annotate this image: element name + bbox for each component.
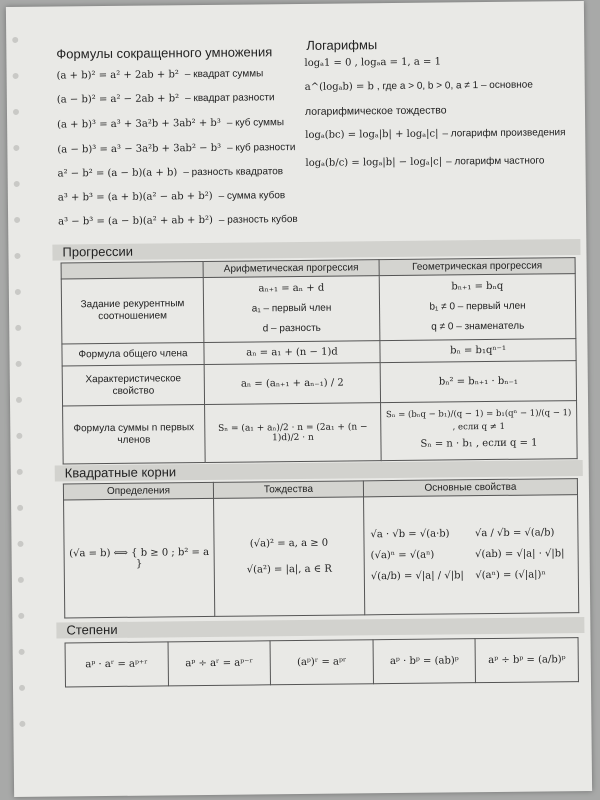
prog-geom-cell: bₙ² = bₙ₊₁ · bₙ₋₁ [380, 361, 576, 403]
roots-property: √(a/b) = √|a| / √|b| [370, 570, 464, 583]
log-formula: logₐ(b/c) = logₐ|b| − logₐ|c| [305, 156, 443, 169]
prog-row-label: Характеристическое свойство [62, 364, 204, 405]
fsu-row [58, 166, 284, 179]
fsu-row [58, 190, 285, 203]
pow-row [65, 638, 578, 687]
roots-col-id: Тождества [213, 481, 363, 499]
roots-identity: √(a²) = |a|, a ∈ R [246, 563, 332, 576]
pow-formula: aᵖ · aʳ = aᵖ⁺ʳ [65, 642, 168, 687]
log-row [304, 56, 441, 68]
roots-property: √(ab) = √|a| · √|b| [475, 548, 565, 561]
fsu-desc: – куб разности [227, 142, 296, 154]
prog-geom-line: Sₙ = n · b₁ , если q = 1 [420, 437, 538, 450]
pow-formula: aᵖ ÷ aʳ = aᵖ⁻ʳ [168, 641, 271, 686]
margin-holes [12, 37, 34, 777]
roots-identity: (√a)² = a, a ≥ 0 [249, 537, 329, 550]
fsu-formula: (a + b)³ = a³ + 3a²b + 3ab² + b³ [57, 117, 221, 131]
pow-formula: aᵖ · bᵖ = (ab)ᵖ [373, 639, 476, 684]
prog-arith-line: aₙ₊₁ = aₙ + d [258, 282, 325, 295]
fsu-desc: – квадрат разности [185, 92, 275, 105]
prog-arith-cell: Sₙ = (a₁ + aₙ)/2 · n = (2a₁ + (n − 1)d)/2 · n [205, 403, 382, 463]
roots-property: √a / √b = √(a/b) [474, 527, 555, 540]
roots-property: √(aⁿ) = (√|a|)ⁿ [475, 569, 546, 582]
prog-row [63, 401, 578, 464]
prog-geom-cell [381, 401, 578, 461]
prog-row-label: Формула общего члена [62, 342, 204, 365]
fsu-row [57, 117, 284, 130]
prog-geom-cell: bₙ = b₁qⁿ⁻¹ [380, 339, 576, 363]
log-desc: , где a > 0, b > 0, a ≠ 1 – основное [376, 79, 533, 93]
roots-property: (√a)ⁿ = √(aⁿ) [370, 549, 435, 562]
roots-table [63, 478, 579, 618]
roots-col-def: Определения [63, 482, 213, 500]
roots-identities-cell [214, 497, 365, 617]
prog-geom-line: q ≠ 0 – знаменатель [431, 320, 525, 333]
prog-col-geom: Геометрическая прогрессия [379, 258, 575, 276]
roots-properties-cell [364, 495, 579, 615]
prog-geom-line: bₙ₊₁ = bₙq [451, 280, 504, 293]
prog-geom-line: b₁ ≠ 0 – первый член [429, 300, 526, 313]
prog-section [61, 257, 577, 464]
prog-row [62, 361, 576, 406]
prog-arith-line: d – разность [262, 322, 321, 335]
pow-title: Степени [66, 621, 118, 638]
log-desc: – логарифм произведения [442, 127, 566, 140]
prog-row-label: Формула суммы n первых членов [63, 404, 206, 463]
log-title: Логарифмы [306, 37, 378, 53]
prog-arith-cell: aₙ = a₁ + (n − 1)d [204, 341, 380, 365]
fsu-formula: a² − b² = (a − b)(a + b) [57, 167, 178, 180]
fsu-formula: a³ + b³ = (a + b)(a² − ab + b²) [57, 190, 213, 204]
fsu-formula: a³ − b³ = (a − b)(a² + ab + b²) [58, 214, 213, 228]
pow-formula: (aᵖ)ʳ = aᵖʳ [270, 640, 373, 685]
fsu-desc: – разность кубов [218, 214, 298, 226]
notebook-page [6, 1, 592, 797]
roots-definition: (√a = b) ⟺ { b ≥ 0 ; b² = a } [64, 498, 215, 618]
log-desc: – логарифм частного [446, 155, 545, 168]
prog-geom-line: Sₙ = (bₙq − b₁)/(q − 1) = b₁(qⁿ − 1)/(q − 1) , если q ≠ 1 [385, 407, 572, 432]
fsu-row [58, 214, 298, 228]
fsu-formula: (a + b)² = a² + 2ab + b² [56, 69, 179, 82]
prog-row-label: Задание рекурентным соотношением [61, 277, 204, 343]
prog-col-arith: Арифметическая прогрессия [203, 260, 379, 278]
roots-col-prop: Основные свойства [363, 479, 577, 497]
log-row [305, 155, 544, 169]
log-formula: a^(logₐb) = b [304, 81, 374, 93]
prog-arith-cell [203, 276, 380, 343]
log-subtitle: логарифмическое тождество [304, 104, 447, 118]
fsu-desc: – разность квадратов [183, 166, 284, 179]
log-formula: logₐ(bc) = logₐ|b| + logₐ|c| [305, 128, 439, 141]
pow-table [65, 637, 579, 687]
log-row [305, 127, 565, 141]
prog-arith-line: a₁ – первый член [251, 302, 332, 315]
fsu-desc: – куб суммы [226, 117, 285, 129]
fsu-desc: – сумма кубов [218, 190, 286, 202]
prog-arith-cell: aₙ = (aₙ₊₁ + aₙ₋₁) / 2 [204, 363, 380, 405]
fsu-row [57, 142, 295, 155]
log-section [304, 35, 576, 198]
roots-section [63, 478, 578, 618]
pow-formula: aᵖ ÷ bᵖ = (a/b)ᵖ [475, 638, 578, 683]
roots-property: √a · √b = √(a·b) [370, 528, 450, 541]
pow-section [65, 637, 579, 687]
roots-title: Квадратные корни [64, 464, 177, 481]
prog-table [61, 257, 578, 464]
log-formula: logₐ1 = 0 , logₐa = 1, a = 1 [304, 56, 441, 69]
roots-properties-grid [368, 523, 574, 586]
log-row [305, 80, 533, 93]
fsu-formula: (a − b)³ = a³ − 3a²b + 3ab² − b³ [57, 142, 222, 156]
fsu-section [56, 44, 318, 237]
fsu-row [57, 68, 264, 81]
fsu-title: Формулы сокращенного умножения [56, 44, 273, 62]
prog-title: Прогрессии [62, 243, 134, 260]
prog-geom-cell [379, 274, 576, 341]
roots-row [64, 495, 579, 618]
fsu-formula: (a − b)² = a² − 2ab + b² [56, 93, 180, 106]
fsu-row [57, 92, 275, 105]
prog-row [61, 274, 576, 344]
fsu-desc: – квадрат суммы [184, 68, 264, 81]
pow-header-bar [56, 617, 584, 639]
prog-empty-header [61, 261, 203, 278]
